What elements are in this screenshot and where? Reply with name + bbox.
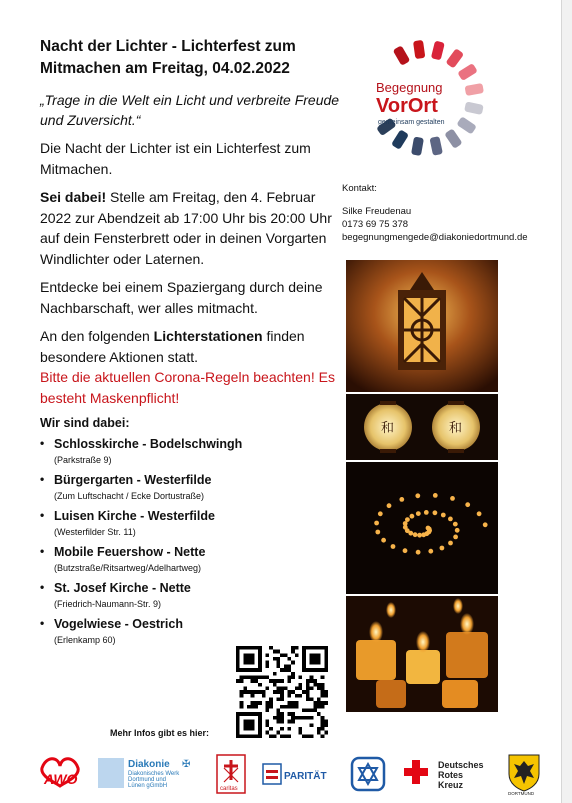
- station-name: • Schlosskirche - Bodelschwingh: [54, 437, 243, 451]
- contact-label: Kontakt:: [342, 183, 377, 194]
- paper-lanterns-photo: [346, 394, 498, 460]
- station-address: (Zum Luftschacht / Ecke Dortustraße): [54, 491, 205, 501]
- qr-code[interactable]: [236, 646, 328, 738]
- contact-name: Silke Freudenau: [342, 206, 412, 217]
- station-address: (Friedrich-Naumann-Str. 9): [54, 599, 162, 609]
- page-edge: [561, 0, 572, 803]
- jewish-community-logo: [350, 756, 386, 792]
- station-name: • St. Josef Kirche - Nette: [54, 581, 191, 595]
- photo-collage: [346, 260, 498, 712]
- list-item: [40, 436, 340, 467]
- more-info-label: Mehr Infos gibt es hier:: [110, 728, 210, 738]
- contact-block: [342, 182, 528, 244]
- svg-text:✠: ✠: [182, 759, 191, 770]
- logo-line3: gemeinsam gestalten: [378, 119, 445, 126]
- diakonie-logo: [98, 756, 210, 794]
- station-name: • Bürgergarten - Westerfilde: [54, 473, 212, 487]
- station-address: (Butzstraße/Ritsartweg/Adelhartweg): [54, 563, 202, 573]
- drk-logo: [402, 756, 494, 794]
- drk-line3: Kreuz: [438, 780, 464, 790]
- candle-spiral-photo: [346, 462, 498, 594]
- list-item: [40, 616, 340, 647]
- diakonie-name: Diakonie: [128, 759, 170, 770]
- partner-logos: [30, 752, 550, 796]
- diakonie-sub1: Diakonisches Werk: [128, 771, 180, 777]
- drk-line1: Deutsches: [438, 760, 484, 770]
- sei-dabei-label: Sei dabei!: [40, 189, 107, 205]
- diakonie-sub3: Lünen gGmbH: [128, 783, 168, 789]
- paritaet-text: PARITÄT: [284, 771, 327, 782]
- diakonie-sub2: Dortmund und: [128, 777, 167, 783]
- caritas-text: caritas: [220, 786, 238, 792]
- logo-ring-icon: [364, 36, 484, 164]
- list-title: Wir sind dabei:: [40, 416, 130, 430]
- walk-text: Entdecke bei einem Spaziergang durch deine Nachbarschaft, wer alles mitmacht.: [40, 279, 323, 316]
- stations-bold: Lichterstationen: [153, 328, 263, 344]
- dortmund-text: DORTMUND: [508, 791, 535, 796]
- list-item: [40, 544, 340, 575]
- svg-text:和: 和: [449, 421, 463, 436]
- contact-phone: 0173 69 75 378: [342, 219, 409, 230]
- station-name: • Luisen Kirche - Westerfilde: [54, 509, 215, 523]
- station-name: • Mobile Feuershow - Nette: [54, 545, 206, 559]
- awo-text: AWO: [44, 771, 78, 787]
- station-address: (Westerfilder Str. 11): [54, 527, 136, 537]
- intro-text: Die Nacht der Lichter ist ein Lichterfest zum Mitmachen.: [40, 140, 311, 177]
- logo-line2: VorOrt: [376, 95, 438, 117]
- stations-list: [40, 436, 340, 647]
- svg-text:和: 和: [381, 421, 395, 436]
- awo-logo: [36, 754, 86, 794]
- candles-photo: [346, 596, 498, 712]
- begegnung-vorort-logo: [364, 36, 484, 164]
- quote: „Trage in die Welt ein Licht und verbreite Freude und Zuversicht.“: [40, 92, 340, 128]
- caritas-logo: [216, 754, 246, 794]
- station-address: (Parkstraße 9): [54, 455, 112, 465]
- lantern-photo: [346, 260, 498, 392]
- list-item: [40, 508, 340, 539]
- dortmund-coat-of-arms: [506, 752, 542, 796]
- sei-dabei-text: Stelle am Freitag, den 4. Februar 2022 zur Abendzeit ab 17:00 Uhr bis 20:00 Uhr auf dein Fensterbrett oder in deinen Vorgarten Windlichter oder Laternen.: [40, 189, 332, 267]
- logo-line1: Begegnung: [376, 80, 443, 95]
- stations-paragraph: [40, 326, 340, 367]
- station-name: • Vogelwiese - Oestrich: [54, 617, 183, 631]
- stations-post: finden besondere Aktionen statt.: [40, 328, 305, 365]
- list-item: [40, 472, 340, 503]
- contact-email[interactable]: begegnungmengede@diakoniedortmund.de: [342, 232, 528, 243]
- drk-line2: Rotes: [438, 770, 464, 780]
- sei-dabei-paragraph: [40, 187, 340, 269]
- page-title: Nacht der Lichter - Lichterfest zum Mitmachen am Freitag, 04.02.2022: [40, 38, 296, 77]
- main-text-column: [40, 36, 340, 652]
- list-item: [40, 580, 340, 611]
- stations-pre: An den folgenden: [40, 328, 154, 344]
- paritaet-logo: [262, 760, 334, 788]
- station-address: (Erlenkamp 60): [54, 635, 116, 645]
- corona-notice: Bitte die aktuellen Corona-Regeln beachten! Es besteht Maskenpflicht!: [40, 369, 335, 406]
